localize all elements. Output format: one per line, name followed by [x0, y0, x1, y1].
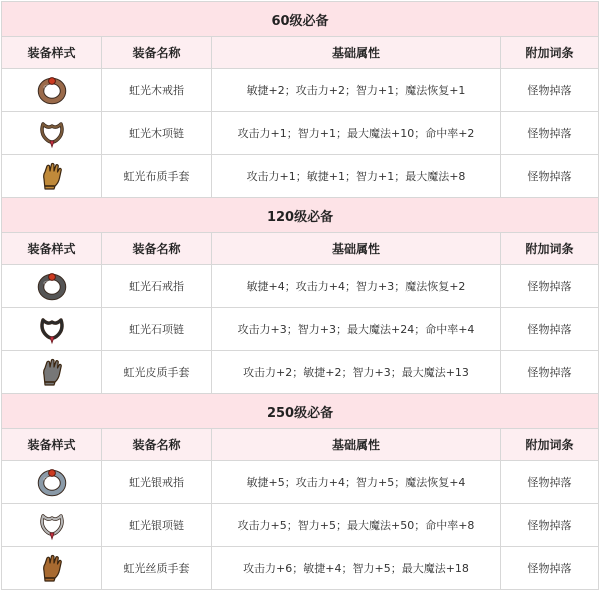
item-attrs: 攻击力+1；智力+1；最大魔法+10；命中率+2	[212, 112, 501, 155]
item-icon-cell	[2, 112, 102, 155]
column-header-attrs: 基础属性	[212, 37, 501, 69]
item-icon-cell	[2, 461, 102, 504]
table-row	[2, 155, 599, 198]
item-name: 虹光石项链	[102, 308, 212, 351]
item-attrs: 敏捷+4；攻击力+4；智力+3；魔法恢复+2	[212, 265, 501, 308]
item-extra: 怪物掉落	[501, 547, 599, 590]
item-attrs: 敏捷+5；攻击力+4；智力+5；魔法恢复+4	[212, 461, 501, 504]
item-attrs: 攻击力+6；敏捷+4；智力+5；最大魔法+18	[212, 547, 501, 590]
table-row	[2, 112, 599, 155]
item-icon-cell	[2, 504, 102, 547]
item-attrs: 攻击力+2；敏捷+2；智力+3；最大魔法+13	[212, 351, 501, 394]
item-name: 虹光布质手套	[102, 155, 212, 198]
item-extra: 怪物掉落	[501, 155, 599, 198]
ring-icon	[2, 270, 101, 302]
column-header-row	[2, 233, 599, 265]
equipment-table	[1, 1, 599, 590]
table-row	[2, 461, 599, 504]
table-row	[2, 547, 599, 590]
table-row	[2, 308, 599, 351]
item-icon-cell	[2, 69, 102, 112]
section-title: 250级必备	[2, 394, 599, 429]
necklace-icon	[2, 509, 101, 541]
item-attrs: 攻击力+1；敏捷+1；智力+1；最大魔法+8	[212, 155, 501, 198]
item-extra: 怪物掉落	[501, 351, 599, 394]
section-title: 60级必备	[2, 2, 599, 37]
item-icon-cell	[2, 308, 102, 351]
necklace-icon	[2, 117, 101, 149]
glove-icon	[2, 160, 101, 192]
ring-icon	[2, 74, 101, 106]
item-extra: 怪物掉落	[501, 265, 599, 308]
item-name: 虹光银项链	[102, 504, 212, 547]
item-icon-cell	[2, 155, 102, 198]
item-extra: 怪物掉落	[501, 461, 599, 504]
item-name: 虹光皮质手套	[102, 351, 212, 394]
section-title-row	[2, 198, 599, 233]
glove-icon	[2, 552, 101, 584]
item-extra: 怪物掉落	[501, 69, 599, 112]
section-title: 120级必备	[2, 198, 599, 233]
item-extra: 怪物掉落	[501, 504, 599, 547]
item-attrs: 攻击力+3；智力+3；最大魔法+24；命中率+4	[212, 308, 501, 351]
item-name: 虹光木项链	[102, 112, 212, 155]
column-header-style: 装备样式	[2, 233, 102, 265]
column-header-name: 装备名称	[102, 37, 212, 69]
column-header-row	[2, 37, 599, 69]
ring-icon	[2, 466, 101, 498]
glove-icon	[2, 356, 101, 388]
item-icon-cell	[2, 547, 102, 590]
necklace-icon	[2, 313, 101, 345]
column-header-attrs: 基础属性	[212, 429, 501, 461]
table-row	[2, 351, 599, 394]
column-header-attrs: 基础属性	[212, 233, 501, 265]
table-row	[2, 504, 599, 547]
column-header-extra: 附加词条	[501, 429, 599, 461]
column-header-style: 装备样式	[2, 37, 102, 69]
column-header-name: 装备名称	[102, 429, 212, 461]
item-attrs: 攻击力+5；智力+5；最大魔法+50；命中率+8	[212, 504, 501, 547]
column-header-extra: 附加词条	[501, 233, 599, 265]
item-extra: 怪物掉落	[501, 112, 599, 155]
item-name: 虹光石戒指	[102, 265, 212, 308]
section-title-row	[2, 2, 599, 37]
column-header-name: 装备名称	[102, 233, 212, 265]
item-icon-cell	[2, 351, 102, 394]
section-title-row	[2, 394, 599, 429]
table-row	[2, 69, 599, 112]
column-header-extra: 附加词条	[501, 37, 599, 69]
item-extra: 怪物掉落	[501, 308, 599, 351]
item-icon-cell	[2, 265, 102, 308]
item-name: 虹光丝质手套	[102, 547, 212, 590]
item-name: 虹光木戒指	[102, 69, 212, 112]
item-attrs: 敏捷+2；攻击力+2；智力+1；魔法恢复+1	[212, 69, 501, 112]
column-header-style: 装备样式	[2, 429, 102, 461]
table-row	[2, 265, 599, 308]
column-header-row	[2, 429, 599, 461]
item-name: 虹光银戒指	[102, 461, 212, 504]
